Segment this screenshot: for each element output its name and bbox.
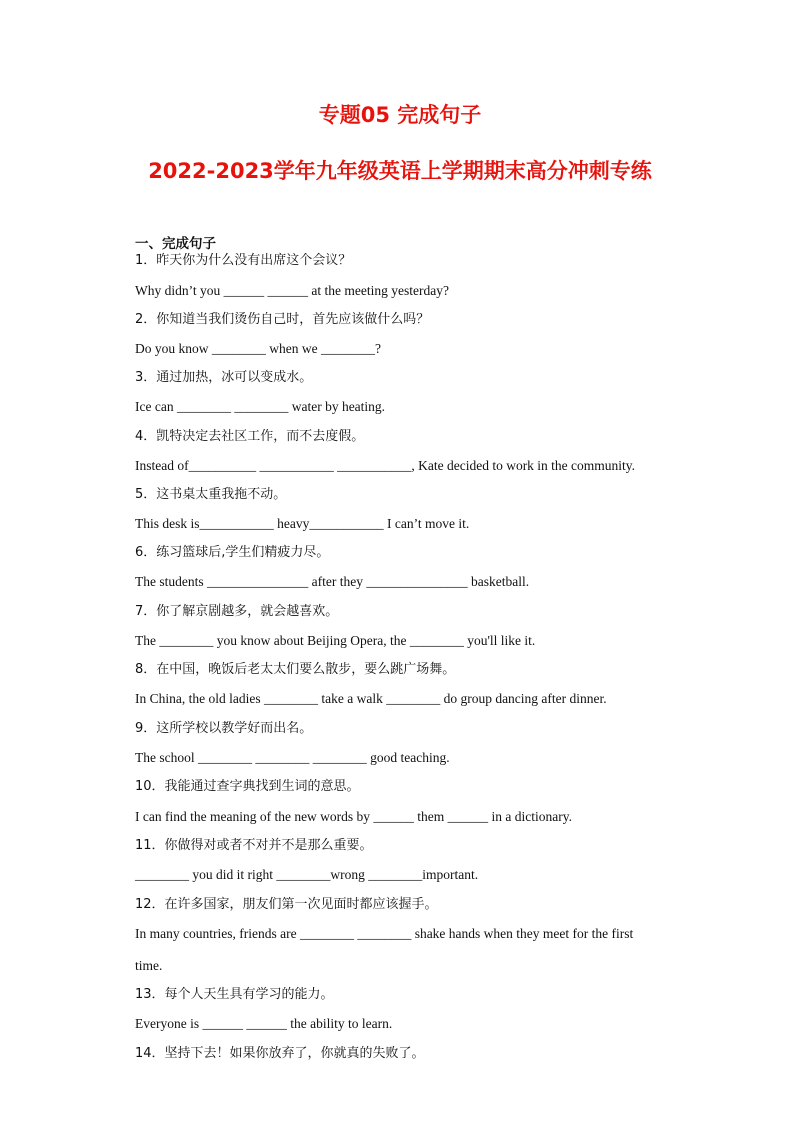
question-4-english: Instead of__________ ___________ ___________, Kate decided to work in the community.: [135, 458, 636, 473]
question-6-chinese: 6．练习篮球后,学生们精疲力尽。: [135, 545, 330, 560]
question-1-english: Why didn’t you ______ ______ at the meeting yesterday?: [135, 283, 449, 298]
question-10-english: I can find the meaning of the new words by ______ them ______ in a dictionary.: [135, 809, 573, 824]
question-7-english: The ________ you know about Beijing Opera, the ________ you'll like it.: [135, 633, 536, 648]
question-5-chinese: 5．这书桌太重我拖不动。: [135, 487, 287, 502]
question-4-chinese: 4．凯特决定去社区工作，而不去度假。: [135, 429, 365, 444]
section-heading: 一、完成句子: [135, 236, 216, 252]
question-12-english-continued: time.: [135, 958, 163, 973]
question-11-english: ________ you did it right ________wrong ________important.: [135, 867, 479, 882]
question-11-chinese: 11．你做得对或者不对并不是那么重要。: [135, 838, 373, 853]
page-title: 专题05 完成句子: [318, 103, 482, 127]
question-13-chinese: 13．每个人天生具有学习的能力。: [135, 987, 334, 1002]
question-10-chinese: 10．我能通过查字典找到生词的意思。: [135, 779, 360, 794]
question-12-chinese: 12．在许多国家，朋友们第一次见面时都应该握手。: [135, 897, 438, 912]
question-5-english: This desk is___________ heavy___________ I can’t move it.: [135, 516, 470, 531]
page-subtitle: 2022-2023学年九年级英语上学期期末高分冲刺专练: [148, 159, 652, 183]
question-9-english: The school ________ ________ ________ good teaching.: [135, 750, 450, 765]
question-2-english: Do you know ________ when we ________?: [135, 341, 381, 356]
question-8-chinese: 8．在中国，晚饭后老太太们要么散步，要么跳广场舞。: [135, 662, 456, 677]
question-8-english: In China, the old ladies ________ take a walk ________ do group dancing after dinner.: [135, 691, 607, 706]
question-2-chinese: 2．你知道当我们烫伤自己时，首先应该做什么吗？: [135, 312, 430, 327]
question-1-chinese: 1．昨天你为什么没有出席这个会议？: [135, 253, 352, 268]
question-7-chinese: 7．你了解京剧越多，就会越喜欢。: [135, 604, 339, 619]
question-3-english: Ice can ________ ________ water by heating.: [135, 399, 386, 414]
question-9-chinese: 9．这所学校以教学好而出名。: [135, 721, 313, 736]
question-6-english: The students _______________ after they _______________ basketball.: [135, 574, 530, 589]
question-13-english: Everyone is ______ ______ the ability to learn.: [135, 1016, 393, 1031]
question-14-chinese: 14．坚持下去！如果你放弃了，你就真的失败了。: [135, 1046, 425, 1061]
question-3-chinese: 3．通过加热，冰可以变成水。: [135, 370, 313, 385]
question-12-english: In many countries, friends are ________ ________ shake hands when they meet for the first: [135, 926, 634, 941]
